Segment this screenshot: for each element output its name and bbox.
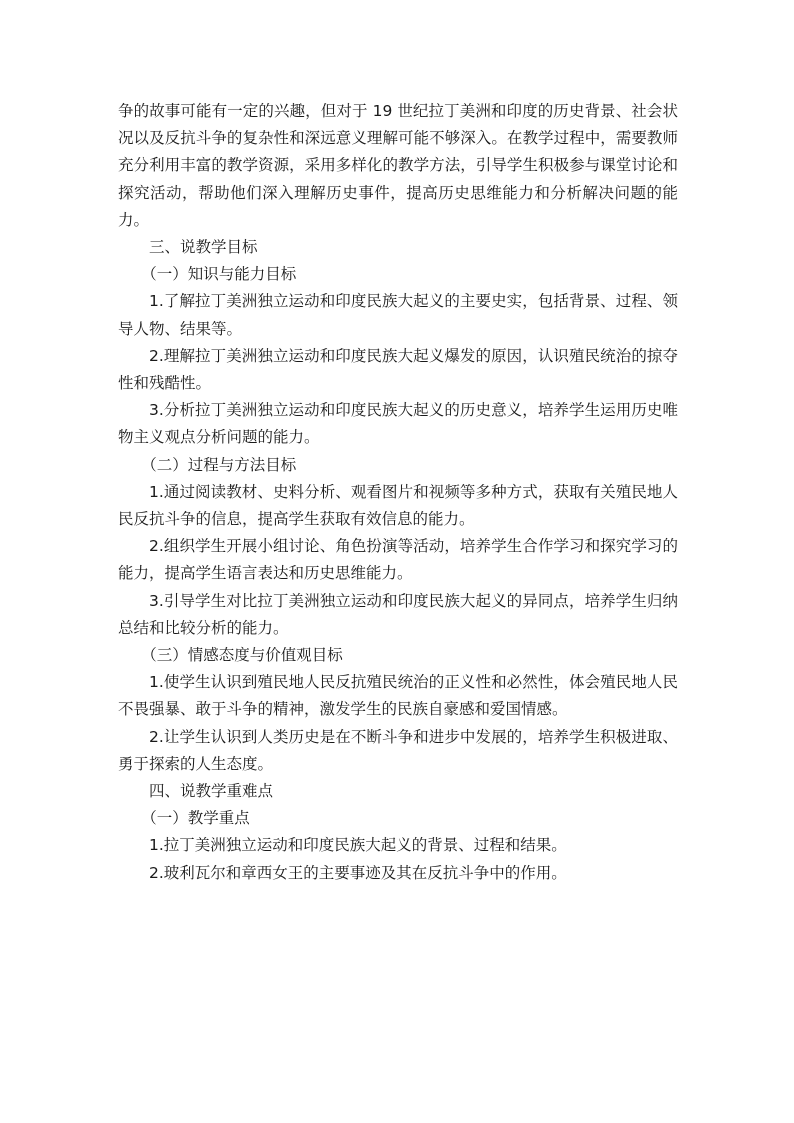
heading-teaching-objectives: 三、说教学目标 bbox=[149, 238, 258, 257]
subheading-emotion-values: （三）情感态度与价值观目标 bbox=[141, 646, 343, 665]
subheading-knowledge-ability: （一）知识与能力目标 bbox=[141, 265, 297, 284]
subheading-process-method: （二）过程与方法目标 bbox=[141, 455, 297, 474]
list-item-focus-2: 2.玻利瓦尔和章西女王的主要事迹及其在反抗斗争中的作用。 bbox=[149, 863, 567, 882]
list-item-process-2: 2.组织学生开展小组讨论、角色扮演等活动，培养学生合作学习和探究学习的能力，提高学生语言表达和历史思维能力。 bbox=[118, 537, 678, 583]
list-item-emotion-1: 1.使学生认识到殖民地人民反抗殖民统治的正义性和必然性，体会殖民地人民不畏强暴、敢于斗争的精神，激发学生的民族自豪感和爱国情感。 bbox=[118, 673, 678, 719]
list-item-emotion-2: 2.让学生认识到人类历史是在不断斗争和进步中发展的，培养学生积极进取、勇于探索的人生态度。 bbox=[118, 727, 678, 773]
list-item-process-1: 1.通过阅读教材、史料分析、观看图片和视频等多种方式，获取有关殖民地人民反抗斗争的信息，提高学生获取有效信息的能力。 bbox=[118, 482, 678, 529]
document-page bbox=[118, 98, 678, 887]
list-item-knowledge-1: 1.了解拉丁美洲独立运动和印度民族大起义的主要史实，包括背景、过程、领导人物、结果等。 bbox=[118, 292, 678, 338]
subheading-teaching-focus: （一）教学重点 bbox=[141, 809, 250, 828]
list-item-focus-1: 1.拉丁美洲独立运动和印度民族大起义的背景、过程和结果。 bbox=[149, 836, 567, 855]
paragraph-intro-continued: 争的故事可能有一定的兴趣，但对于 19 世纪拉丁美洲和印度的历史背景、社会状况以及反抗斗争的复杂性和深远意义理解可能不够深入。在教学过程中，需要教师充分利用丰富的教学资源，采用多样化的教学方法，引导学生积极参与课堂讨论和探究活动，帮助他们深入理解历史事件，提高历史思维能力和分析解决问题的能力。 bbox=[118, 102, 678, 229]
list-item-knowledge-2: 2.理解拉丁美洲独立运动和印度民族大起义爆发的原因，认识殖民统治的掠夺性和残酷性。 bbox=[118, 346, 678, 393]
list-item-knowledge-3: 3.分析拉丁美洲独立运动和印度民族大起义的历史意义，培养学生运用历史唯物主义观点分析问题的能力。 bbox=[118, 401, 678, 447]
list-item-process-3: 3.引导学生对比拉丁美洲独立运动和印度民族大起义的异同点，培养学生归纳总结和比较分析的能力。 bbox=[118, 591, 678, 637]
heading-key-difficult-points: 四、说教学重难点 bbox=[149, 782, 274, 801]
